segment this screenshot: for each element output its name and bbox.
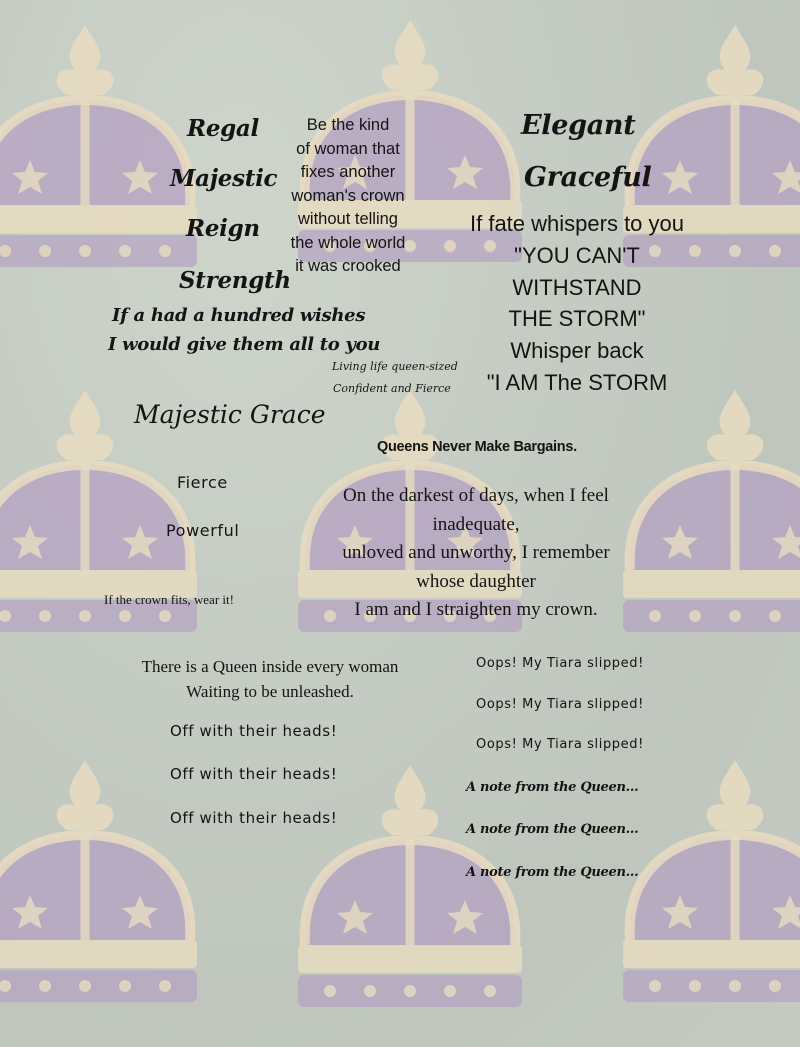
darkest-days-line: unloved and unworthy, I remember bbox=[342, 542, 610, 563]
word-fierce: Fierce bbox=[177, 473, 228, 492]
note-from-queen: A note from the Queen... bbox=[466, 822, 639, 837]
note-from-queen: A note from the Queen... bbox=[466, 780, 639, 795]
storm-line: WITHSTAND bbox=[512, 274, 642, 300]
queen-sized-line: Confident and Fierce bbox=[333, 382, 451, 395]
tiara-slipped: Oops! My Tiara slipped! bbox=[476, 697, 644, 712]
kind-woman-line: woman's crown bbox=[291, 186, 405, 205]
wishes-line: I would give them all to you bbox=[108, 334, 381, 355]
queen-sized-line: Living life queen-sized bbox=[332, 360, 458, 373]
kind-woman-quote bbox=[278, 114, 418, 279]
bargains-quote: Queens Never Make Bargains. bbox=[377, 439, 577, 455]
storm-line: "I AM The STORM bbox=[486, 369, 668, 395]
word-graceful: Graceful bbox=[524, 162, 652, 193]
word-strength: Strength bbox=[179, 267, 291, 294]
darkest-days-line: whose daughter bbox=[416, 570, 536, 592]
word-elegant: Elegant bbox=[521, 110, 636, 141]
off-with-heads: Off with their heads! bbox=[170, 809, 338, 827]
word-majestic: Majestic bbox=[170, 165, 278, 192]
kind-woman-line: fixes another bbox=[300, 163, 396, 181]
kind-woman-line: it was crooked bbox=[295, 257, 401, 275]
crown-fits-quote: If the crown fits, wear it! bbox=[104, 592, 234, 607]
word-powerful: Powerful bbox=[166, 521, 240, 540]
tiara-slipped: Oops! My Tiara slipped! bbox=[476, 737, 644, 752]
kind-woman-line: the whole world bbox=[290, 233, 406, 252]
kind-woman-line: without telling bbox=[298, 210, 398, 228]
queen-inside-line: There is a Queen inside every woman bbox=[141, 657, 399, 676]
queen-inside-line: Waiting to be unleashed. bbox=[186, 682, 354, 701]
darkest-days-line: inadequate, bbox=[432, 513, 520, 535]
note-from-queen: A note from the Queen... bbox=[466, 865, 639, 880]
storm-line: If fate whispers to you bbox=[470, 211, 684, 236]
word-regal: Regal bbox=[187, 115, 259, 142]
darkest-days-line: On the darkest of days, when I feel bbox=[343, 485, 609, 506]
storm-quote bbox=[446, 208, 708, 399]
off-with-heads: Off with their heads! bbox=[170, 722, 338, 740]
darkest-days-quote bbox=[300, 482, 652, 625]
off-with-heads: Off with their heads! bbox=[170, 765, 338, 783]
storm-line: THE STORM" bbox=[508, 306, 646, 332]
word-reign: Reign bbox=[186, 215, 260, 242]
tiara-slipped: Oops! My Tiara slipped! bbox=[476, 656, 644, 671]
storm-line: "YOU CAN'T bbox=[514, 242, 640, 268]
kind-woman-line: of woman that bbox=[296, 139, 400, 158]
queen-inside-quote bbox=[110, 654, 430, 704]
kind-woman-line: Be the kind bbox=[306, 116, 390, 134]
darkest-days-line: I am and I straighten my crown. bbox=[354, 599, 598, 620]
storm-line: Whisper back bbox=[510, 338, 644, 364]
majestic-grace: Majestic Grace bbox=[134, 400, 326, 429]
wishes-line: If a had a hundred wishes bbox=[112, 305, 366, 326]
